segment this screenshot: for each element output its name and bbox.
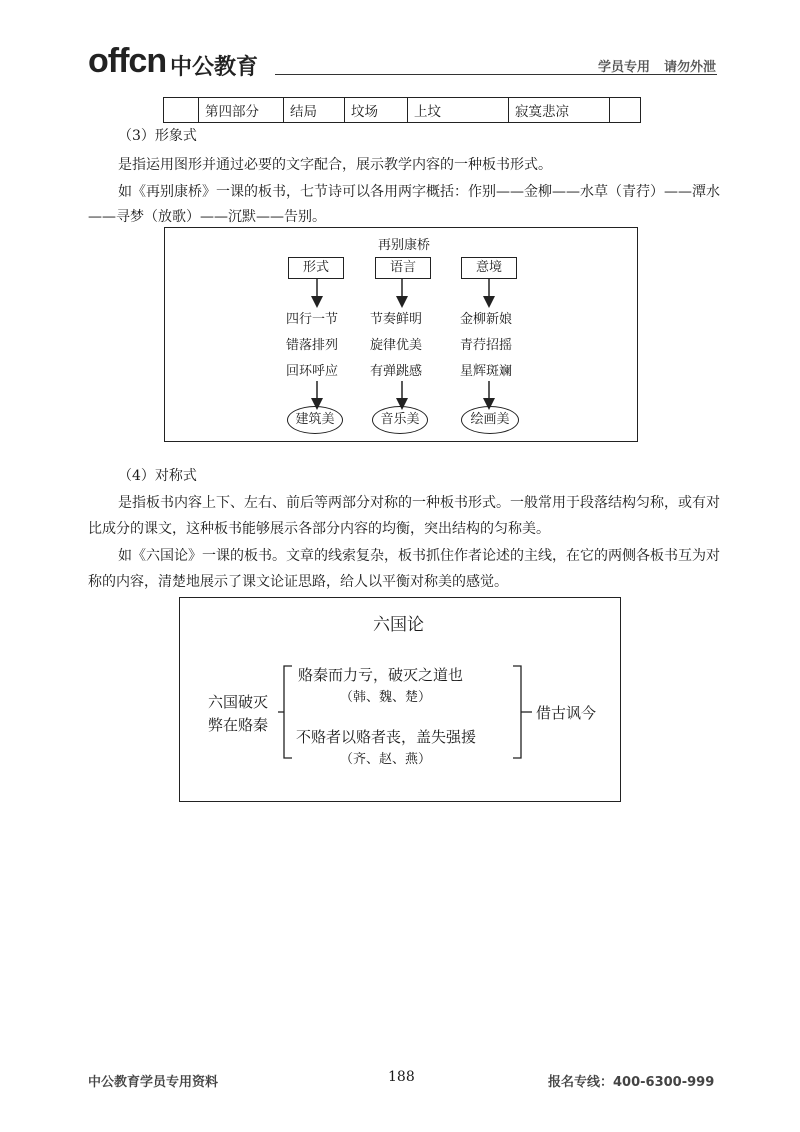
- footer-left: 中公教育学员专用资料: [88, 1075, 219, 1090]
- list-item: 青荇招摇: [460, 338, 513, 353]
- list-item: 旋律优美: [370, 338, 423, 353]
- structure-table: [163, 97, 641, 123]
- table-cell: 上坟: [408, 98, 509, 123]
- lower-statement: 不赂者以赂者丧，盖失强援: [296, 728, 477, 746]
- table-cell: 第四部分: [199, 98, 284, 123]
- lower-states: （齐、赵、燕）: [340, 752, 432, 767]
- column-head-mood: 意境: [461, 257, 517, 279]
- header-tag-confidential: 请勿外泄: [663, 60, 716, 75]
- result-painting-beauty: 绘画美: [461, 406, 519, 434]
- table-row: [164, 98, 641, 123]
- left-label: 六国破灭: [208, 693, 269, 711]
- paragraph: 如《六国论》一课的板书。文章的线索复杂，板书抓住作者论述的主线，在它的两侧各板书互为对: [118, 548, 720, 564]
- list-item: 错落排列: [286, 338, 339, 353]
- upper-statement: 赂秦而力亏，破灭之道也: [298, 666, 464, 684]
- list-item: 有弹跳感: [370, 364, 423, 379]
- logo-chinese: 中公教育: [170, 55, 259, 80]
- logo-offcn: offcn: [88, 42, 167, 80]
- list-item: 节奏鲜明: [370, 312, 423, 327]
- table-cell: 寂寞悲凉: [509, 98, 610, 123]
- page-number: 188: [388, 1069, 415, 1085]
- figure-zaibie-kangqiao: [164, 227, 638, 442]
- right-bracket: [513, 666, 521, 758]
- figure-liuguo-lun: [179, 597, 621, 802]
- figure-title: 六国论: [373, 615, 424, 635]
- header-tag-student: 学员专用: [597, 60, 650, 75]
- section-heading: （4）对称式: [118, 468, 197, 484]
- paragraph: 称的内容，清楚地展示了课文论证思路，给人以平衡对称美的感觉。: [88, 574, 508, 590]
- paragraph: ——寻梦（放歌）——沉默——告别。: [88, 209, 326, 225]
- list-item: 星辉斑斓: [460, 364, 513, 379]
- column-head-language: 语言: [375, 257, 431, 279]
- result-music-beauty: 音乐美: [372, 406, 428, 434]
- figure-title: 再别康桥: [378, 238, 431, 253]
- header-tags: [598, 56, 716, 75]
- table-cell: 坟场: [345, 98, 408, 123]
- left-bracket: [284, 666, 292, 758]
- table-cell: [610, 98, 641, 123]
- paragraph: 是指运用图形并通过必要的文字配合，展示教学内容的一种板书形式。: [118, 157, 552, 173]
- paragraph: 如《再别康桥》一课的板书，七节诗可以各用两字概括：作别——金柳——水草（青荇）——潭水: [118, 184, 720, 200]
- result-architecture-beauty: 建筑美: [287, 406, 343, 434]
- upper-states: （韩、魏、楚）: [340, 690, 432, 705]
- right-label: 借古讽今: [536, 704, 597, 722]
- table-cell: 结局: [284, 98, 345, 123]
- column-head-form: 形式: [288, 257, 344, 279]
- list-item: 回环呼应: [286, 364, 339, 379]
- list-item: 四行一节: [286, 312, 339, 327]
- paragraph: 比成分的课文，这种板书能够展示各部分内容的均衡，突出结构的匀称美。: [88, 521, 550, 537]
- table-cell: [164, 98, 199, 123]
- paragraph: 是指板书内容上下、左右、前后等两部分对称的一种板书形式。一般常用于段落结构匀称，或有对: [118, 495, 720, 511]
- footer-hotline: 报名专线：400-6300-999: [548, 1075, 715, 1090]
- section-heading: （3）形象式: [118, 128, 197, 144]
- left-label: 弊在赂秦: [208, 716, 269, 734]
- list-item: 金柳新娘: [460, 312, 513, 327]
